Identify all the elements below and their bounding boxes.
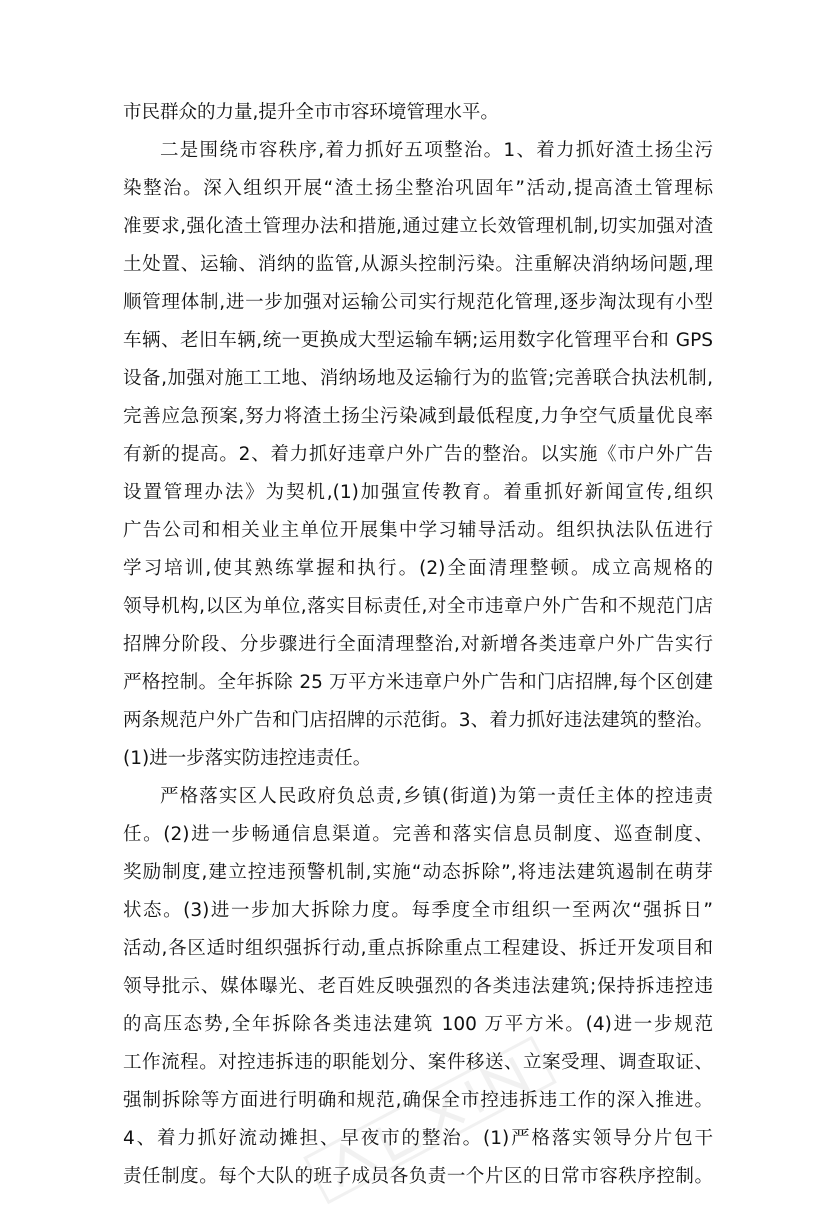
- text-line: 奖励制度,建立控违预警机制,实施“动态拆除”,将违法建筑遏制在萌芽: [123, 862, 713, 883]
- text-line: 车辆、老旧车辆,统一更换成大型运输车辆;运用数字化管理平台和 GPS: [123, 330, 713, 351]
- text-line: 工作流程。对控违拆违的职能划分、案件移送、立案受理、调查取证、: [123, 1052, 713, 1073]
- text-line: 有新的提高。2、着力抓好违章户外广告的整治。以实施《市户外广告: [123, 444, 713, 465]
- text-line: 责任制度。每个大队的班子成员各负责一个片区的日常市容秩序控制。: [123, 1166, 713, 1187]
- text-line: 完善应急预案,努力将渣土扬尘污染减到最低程度,力争空气质量优良率: [123, 406, 713, 427]
- text-line: 4、着力抓好流动摊担、早夜市的整治。(1)严格落实领导分片包干: [123, 1128, 713, 1149]
- text-line: 领导机构,以区为单位,落实目标责任,对全市违章户外广告和不规范门店: [123, 596, 713, 617]
- text-line: (1)进一步落实防违控违责任。: [123, 748, 372, 769]
- text-line: 领导批示、媒体曝光、老百姓反映强烈的各类违法建筑;保持拆违控违: [123, 976, 713, 997]
- text-line: 二是围绕市容秩序,着力抓好五项整治。1、着力抓好渣土扬尘污: [160, 140, 713, 161]
- text-line: 严格控制。全年拆除 25 万平方米违章户外广告和门店招牌,每个区创建: [123, 672, 713, 693]
- text-line: 学习培训,使其熟练掌握和执行。(2)全面清理整顿。成立高规格的: [123, 558, 713, 579]
- text-line: 强制拆除等方面进行明确和规范,确保全市控违拆违工作的深入推进。: [123, 1090, 713, 1111]
- text-line: 准要求,强化渣土管理办法和措施,通过建立长效管理机制,切实加强对渣: [123, 216, 713, 237]
- text-line: 状态。(3)进一步加大拆除力度。每季度全市组织一至两次“强拆日”: [123, 900, 713, 921]
- text-line: 任。(2)进一步畅通信息渠道。完善和落实信息员制度、巡查制度、: [123, 824, 713, 845]
- text-line: 两条规范户外广告和门店招牌的示范街。3、着力抓好违法建筑的整治。: [123, 710, 713, 731]
- text-line: 活动,各区适时组织强拆行动,重点拆除重点工程建设、拆迁开发项目和: [123, 938, 713, 959]
- text-line: 的高压态势,全年拆除各类违法建筑 100 万平方米。(4)进一步规范: [123, 1014, 713, 1035]
- text-line: 市民群众的力量,提升全市市容环境管理水平。: [123, 102, 499, 123]
- text-line: 广告公司和相关业主单位开展集中学习辅导活动。组织执法队伍进行: [123, 520, 713, 541]
- text-line: 染整治。深入组织开展“渣土扬尘整治巩固年”活动,提高渣土管理标: [123, 178, 713, 199]
- text-line: 顺管理体制,进一步加强对运输公司实行规范化管理,逐步淘汰现有小型: [123, 292, 713, 313]
- text-line: 设置管理办法》为契机,(1)加强宣传教育。着重抓好新闻宣传,组织: [123, 482, 713, 503]
- text-line: 招牌分阶段、分步骤进行全面清理整治,对新增各类违章户外广告实行: [123, 634, 713, 655]
- text-line: 设备,加强对施工工地、消纳场地及运输行为的监管;完善联合执法机制,: [123, 368, 713, 389]
- text-line: 土处置、运输、消纳的监管,从源头控制污染。注重解决消纳场问题,理: [123, 254, 713, 275]
- text-line: 严格落实区人民政府负总责,乡镇(街道)为第一责任主体的控违责: [160, 786, 713, 807]
